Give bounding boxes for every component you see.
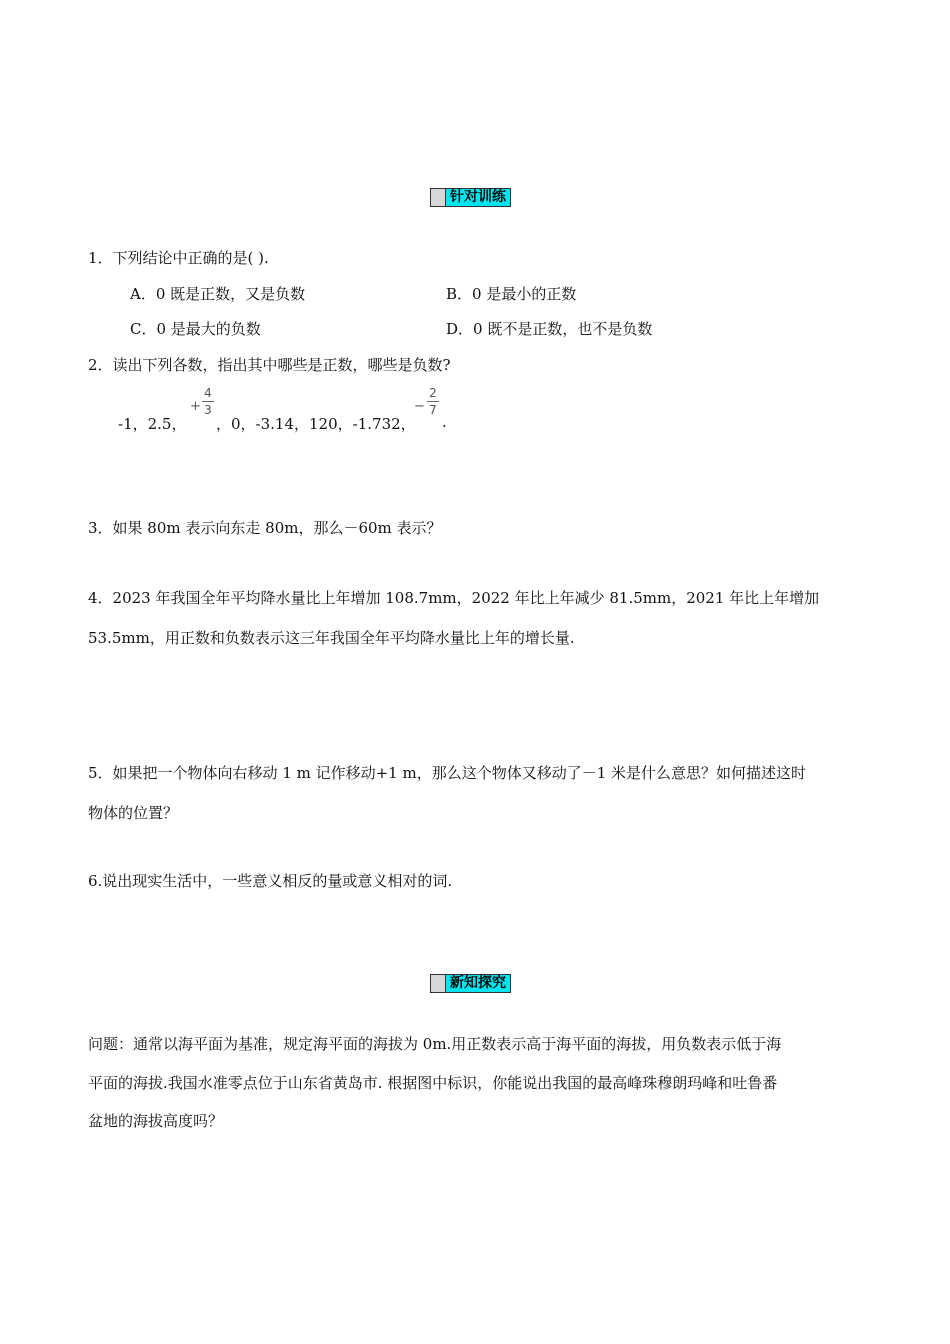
fraction-2-bar [427,401,439,402]
problem-line-2: 平面的海拔.我国水准零点位于山东省黄岛市. 根据图中标识，你能说出我国的最高峰珠穆朗玛峰和吐鲁番 [88,1074,778,1092]
section-title-practice: 针对训练 [450,189,506,205]
question-2-stem: 2．读出下列各数，指出其中哪些是正数，哪些是负数? [88,356,451,374]
question-4-line-1: 4．2023 年我国全年平均降水量比上年增加 108.7mm，2022 年比上年减少 81.5mm，2021 年比上年增加 [88,589,820,607]
label-tab-decoration [431,189,446,206]
question-1-option-a: A．0 既是正数，又是负数 [130,285,306,303]
label-tab-decoration [431,975,446,992]
question-2-numbers-end: . [442,413,447,431]
fraction-2-numerator: 2 [429,386,437,400]
question-2-numbers-part2: ，0，-3.14，120，-1.732， [216,415,416,433]
fraction-1-denominator: 3 [204,403,212,417]
section-label-practice [430,188,511,207]
question-1-option-c: C．0 是最大的负数 [130,320,261,338]
fraction-1 [202,386,214,417]
question-5-line-1: 5．如果把一个物体向右移动 1 m 记作移动+1 m，那么这个物体又移动了－1 米是什么意思？如何描述这时 [88,764,807,782]
fraction-2-sign: − [414,399,425,414]
fraction-2 [427,386,439,417]
fraction-1-numerator: 4 [204,386,212,400]
question-5-line-2: 物体的位置？ [88,804,179,822]
question-1-stem: 1．下列结论中正确的是( ). [88,249,269,267]
question-2-numbers-part1: -1，2.5， [118,415,187,433]
section-label-explore [430,974,511,993]
question-6: 6.说出现实生活中，一些意义相反的量或意义相对的词. [88,872,453,890]
fraction-1-bar [202,401,214,402]
question-3: 3．如果 80m 表示向东走 80m，那么－60m 表示？ [88,519,442,537]
fraction-1-sign: + [190,399,201,414]
problem-line-3: 盆地的海拔高度吗？ [88,1112,224,1130]
fraction-2-denominator: 7 [429,403,437,417]
problem-line-1: 问题：通常以海平面为基准，规定海平面的海拔为 0m.用正数表示高于海平面的海拔，用负数表示低于海 [88,1035,782,1053]
section-title-explore: 新知探究 [450,975,506,991]
question-1-option-d: D．0 既不是正数，也不是负数 [446,320,653,338]
question-4-line-2: 53.5mm，用正数和负数表示这三年我国全年平均降水量比上年的增长量. [88,629,575,647]
question-1-option-b: B．0 是最小的正数 [446,285,577,303]
